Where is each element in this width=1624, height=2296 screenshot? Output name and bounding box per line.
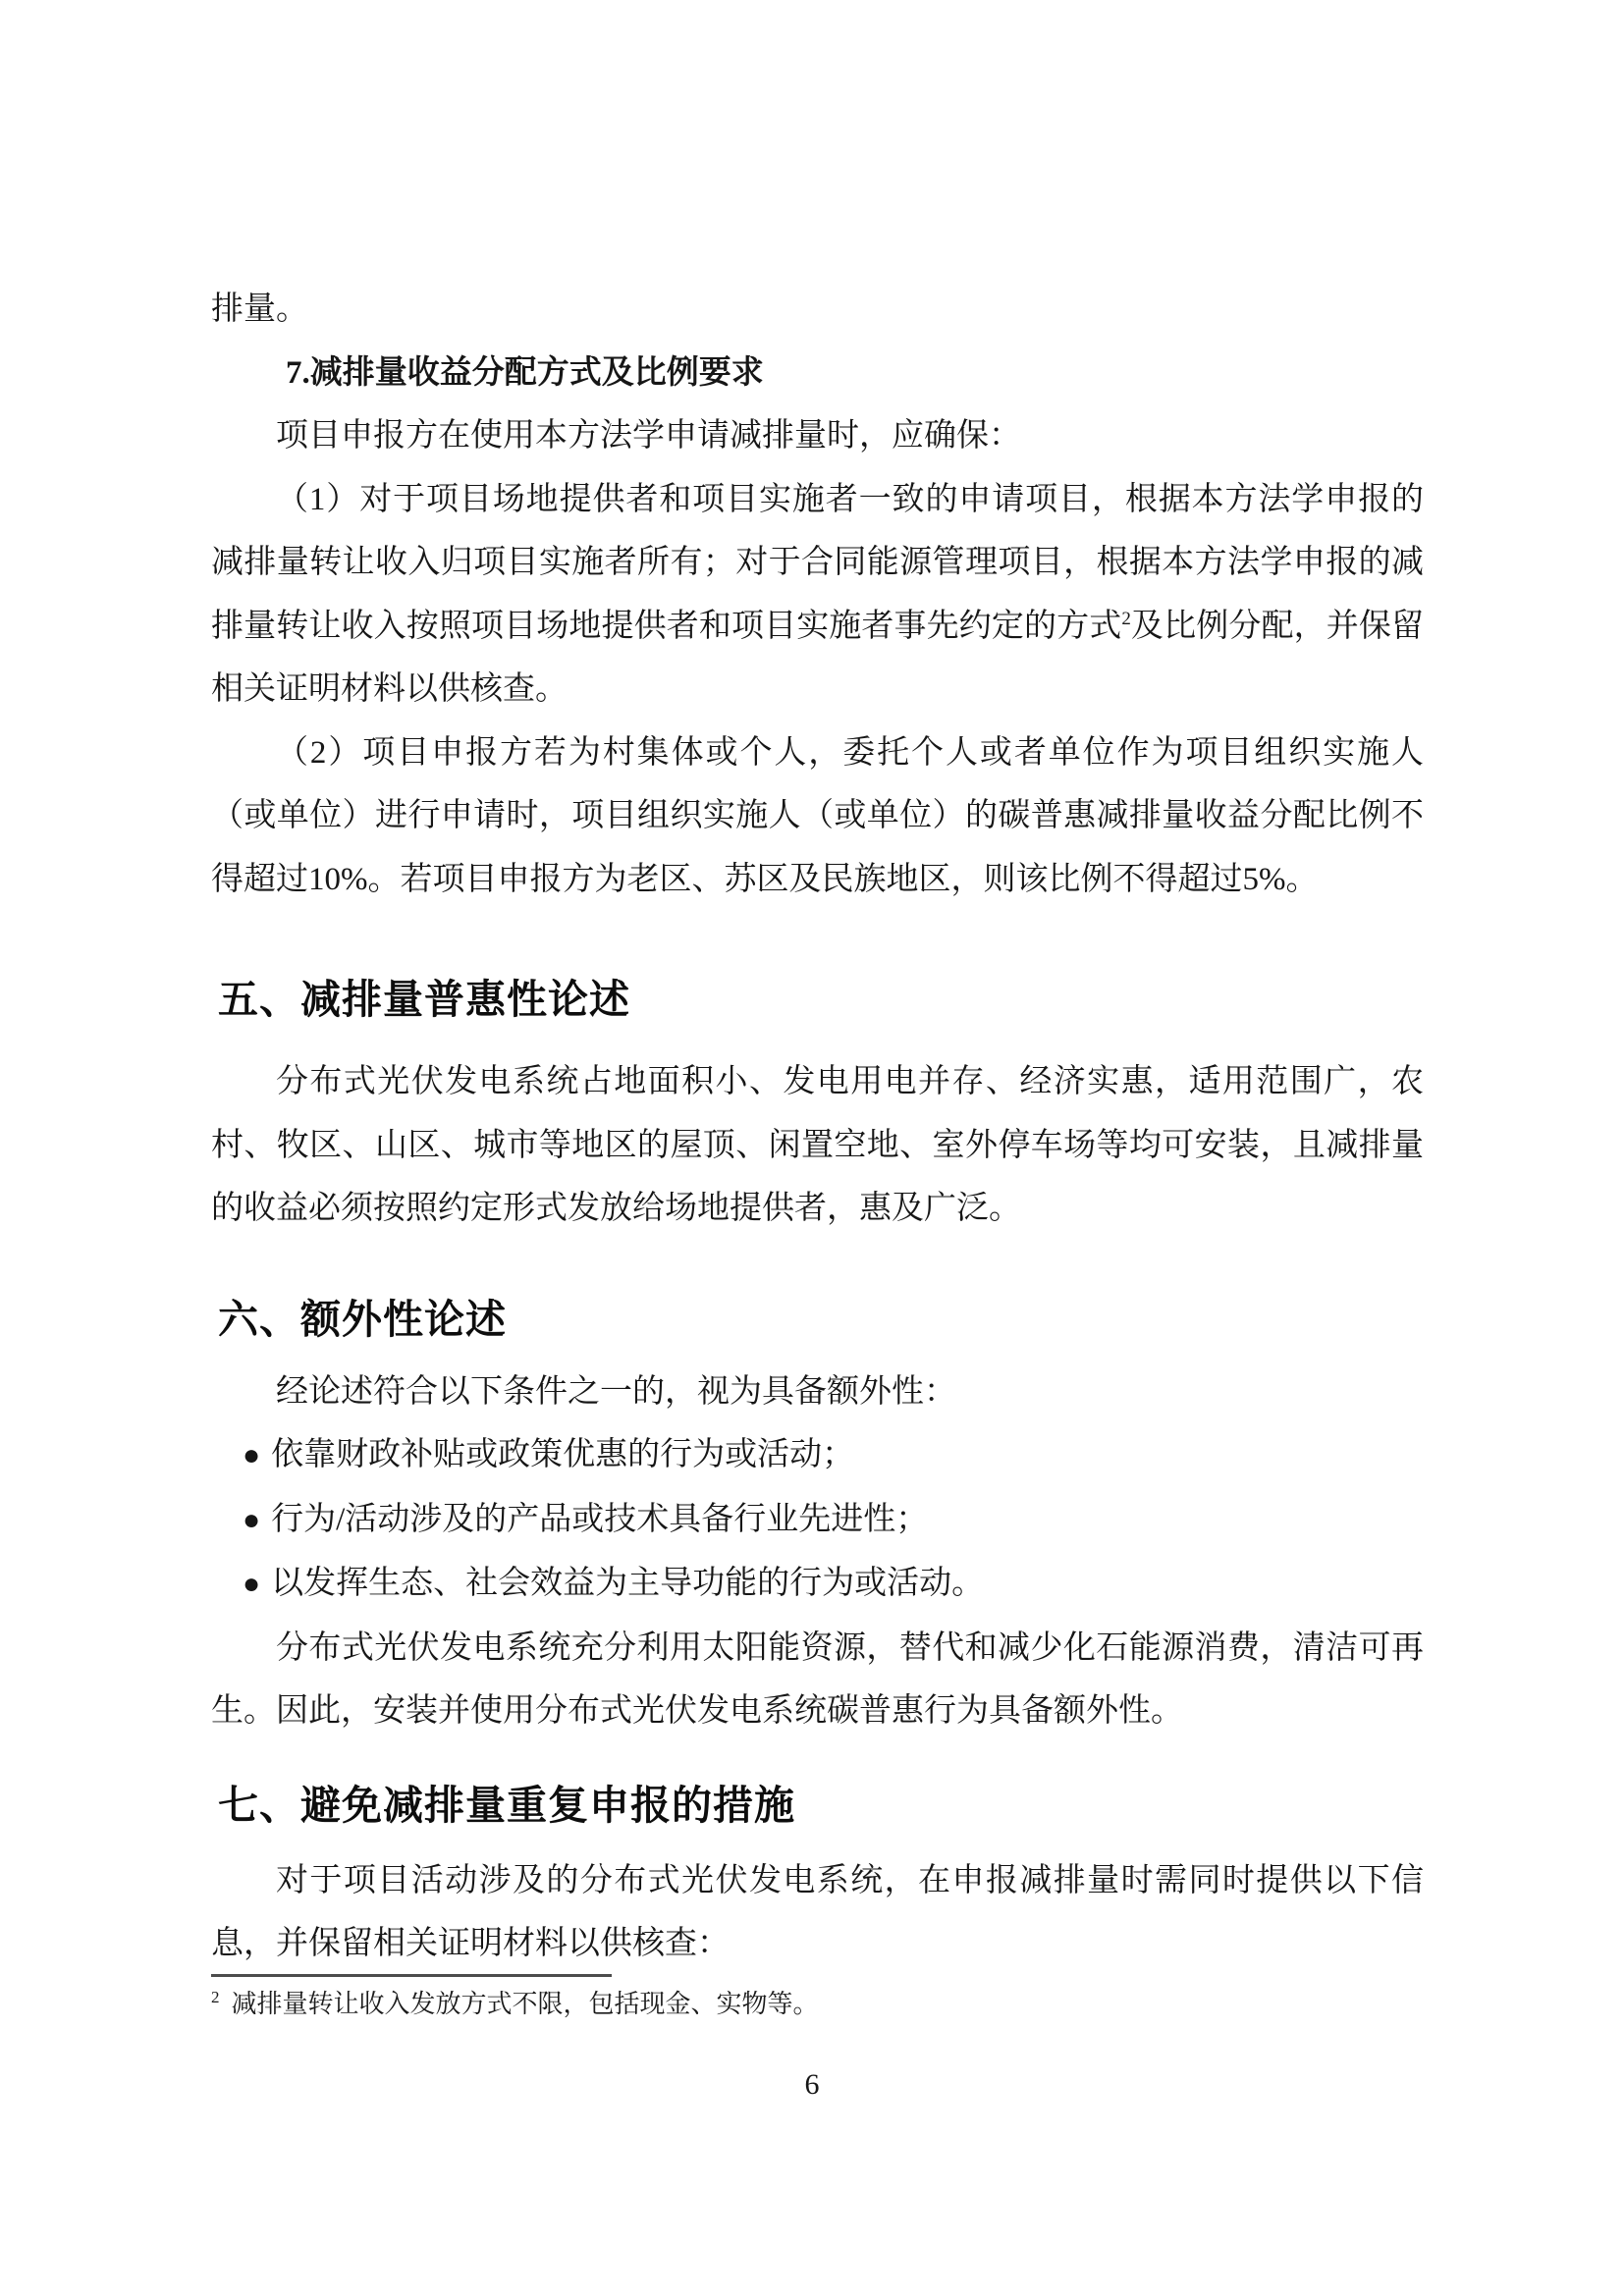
section-5-paragraph: 分布式光伏发电系统占地面积小、发电用电并存、经济实惠，适用范围广，农村、牧区、山区、城市等地区的屋顶、闲置空地、室外停车场等均可安装，且减排量的收益必须按照约定形式发放给场地提供者，惠及广泛。 — [211, 1064, 1424, 1226]
bullet-item — [211, 1552, 1424, 1617]
subheading-benefit-distribution: 7.减排量收益分配方式及比例要求 — [286, 354, 764, 391]
bullet-item — [211, 1488, 1424, 1553]
paragraph-item-2: （2）项目申报方若为村集体或个人，委托个人或者单位作为项目组织实施人（或单位）进行申请时，项目组织实施人（或单位）的碳普惠减排量收益分配比例不得超过10%。若项目申报方为老区、苏区及民族地区，则该比例不得超过5%。 — [211, 734, 1424, 897]
page-body — [211, 0, 1424, 1976]
paragraph-item-1 — [211, 468, 1424, 721]
footnote-body-text: 减排量转让收入发放方式不限，包括现金、实物等。 — [231, 1990, 819, 2018]
section-heading-7: 七、避免减排量重复申报的措施 — [218, 1782, 795, 1828]
section-heading-5: 五、减排量普惠性论述 — [218, 977, 630, 1022]
paragraph-item-1-text: （1）对于项目场地提供者和项目实施者一致的申请项目，根据本方法学申报的减排量转让收入归项目实施者所有；对于合同能源管理项目，根据本方法学申报的减排量转让收入按照项目场地提供者和项目实施者事先约定的方式 — [211, 481, 1424, 644]
footnote-text — [211, 1987, 1424, 2022]
page-number: 6 — [804, 2068, 820, 2101]
bullet-icon: ● — [243, 1439, 261, 1471]
footnote-area — [211, 1974, 1424, 2022]
bullet-item-text: 依靠财政补贴或政策优惠的行为或活动； — [271, 1437, 855, 1472]
section-7-paragraph: 对于项目活动涉及的分布式光伏发电系统，在申报减排量时需同时提供以下信息，并保留相关证明材料以供核查： — [211, 1862, 1424, 1961]
section-heading-6: 六、额外性论述 — [218, 1296, 507, 1342]
bullet-item-text: 以发挥生态、社会效益为主导功能的行为或活动。 — [271, 1566, 985, 1601]
paragraph-intro: 项目申报方在使用本方法学申请减排量时，应确保： — [276, 418, 1021, 454]
bullet-item-text: 行为/活动涉及的产品或技术具备行业先进性； — [271, 1501, 929, 1537]
bullet-icon: ● — [243, 1568, 261, 1600]
footnote-reference-2: 2 — [1121, 608, 1131, 629]
bullet-item — [211, 1423, 1424, 1488]
footnote-divider — [211, 1974, 612, 1977]
paragraph-continuation: 排量。 — [211, 292, 308, 327]
bullet-icon: ● — [243, 1503, 261, 1536]
footnote-marker: 2 — [211, 1988, 220, 2007]
section-6-intro: 经论述符合以下条件之一的，视为具备额外性： — [276, 1373, 956, 1410]
section-6-paragraph: 分布式光伏发电系统充分利用太阳能资源，替代和减少化石能源消费，清洁可再生。因此，安装并使用分布式光伏发电系统碳普惠行为具备额外性。 — [211, 1629, 1424, 1729]
paragraph-item-1-text-after: 及比例分配，并保留相关证明材料以供核查。 — [211, 608, 1425, 707]
